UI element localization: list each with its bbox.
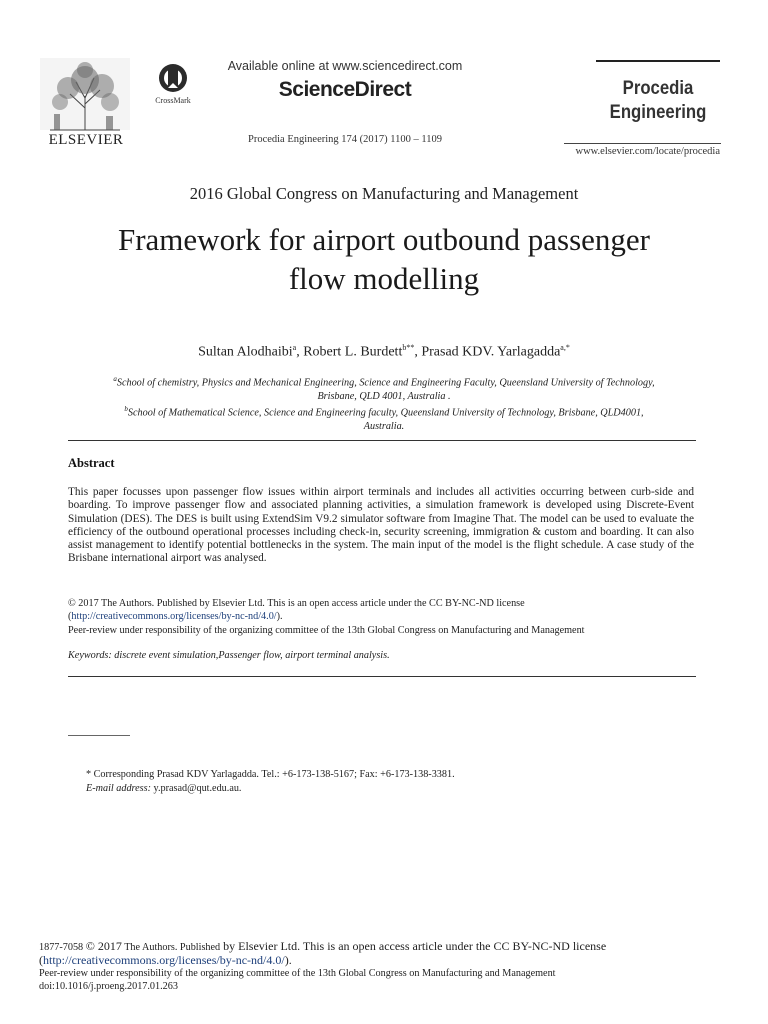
crossmark-icon [150,62,196,96]
abstract-body: This paper focusses upon passenger flow issues within airport terminals and includes all activities occurring between curb-side and boarding. To improve passenger flow and associated planning activities, a simulation framework is developed using Discrete-Event Simulation (DES). The DES is built using ExtendSim V9.2 simulator software from Imagine That. The model can be used to evaluate the efficiency of the outbound operational processes including check-in, security screening, immigration & custom and boarding. It can also assist management to identify potential bottlenecks in the system. The main input of the model is the flight schedule. A case study of the Brisbane international airport was analysed. [68,486,694,565]
journal-logo-name [603,77,712,125]
author-name: Robert L. Burdett [303,344,403,360]
affiliations [70,373,698,434]
affiliation-b-cont: Australia. [363,421,405,433]
journal-url-link[interactable]: www.elsevier.com/locate/procedia [575,146,720,157]
affiliation-a [70,373,698,390]
affiliation-text: School of chemistry, Physics and Mechanical Engineering, Science and Engineering Faculty, Queensland University of Technology, [116,377,655,389]
author-affil-mark: b** [402,343,415,352]
paren-close: ). [284,953,292,967]
peer-review-note: Peer-review under responsibility of the organizing committee of the 13th Global Congress on Manufacturing and Management [68,624,585,636]
license-link-line [68,610,694,623]
footnote-divider [68,735,130,736]
author-affil-mark: a [292,343,297,352]
available-online-text: Available online at www.sciencedirect.com [227,59,463,73]
congress-name: 2016 Global Congress on Manufacturing and Management [189,184,579,203]
license-link[interactable]: http://creativecommons.org/licenses/by-nc-nd/4.0/ [71,611,277,623]
footer-license-link[interactable]: http://creativecommons.org/licenses/by-nc-nd/4.0/ [43,953,285,967]
paren-open: ( [68,611,72,623]
paper-title-line1: Framework for airport outbound passenger [117,222,651,257]
footer-elsevier: by Elsevier Ltd. This is an open access article under the CC BY-NC-ND license [220,939,607,953]
author-list: Sultan Alodhaibi$^a$, Robert L. Burdett$^{b**}$, Prasad KDV. Yarlagadda$^{a,*}$ [198,343,570,360]
journal-logo-box [596,60,720,132]
email-line [86,783,241,794]
license-notice [68,597,694,637]
affiliation-text: School of Mathematical Science, Science and Engineering faculty, Queensland University of Technology, Brisbane, QLD4001, [127,407,644,419]
keywords: Keywords: discrete event simulation,Passenger flow, airport terminal analysis. [68,650,390,661]
footer-doi[interactable]: doi:10.1016/j.proeng.2017.01.263 [39,981,178,992]
journal-citation: Procedia Engineering 174 (2017) 1100 – 1109 [247,134,442,145]
affiliation-mark: a [113,375,117,383]
footer-license-line [39,940,739,954]
license-line: © 2017 The Authors. Published by Elsevier Ltd. This is an open access article under the CC BY-NC-ND license [68,598,525,609]
journal-divider [564,143,721,144]
footer-link-line [39,954,739,967]
affiliation-b [70,403,698,420]
affiliation-mark: b [124,405,128,414]
section-divider-top [68,440,696,441]
section-divider-bottom [68,676,696,677]
footer-authors: The Authors. Published [121,942,221,953]
paper-title-line2: flow modelling [288,261,480,296]
author-affil-mark: a,* [560,343,570,352]
paren-open: ( [39,953,43,967]
crossmark-badge[interactable] [150,62,196,110]
journal-name-line2: Engineering [609,102,707,123]
publication-footer [39,940,739,993]
issn: 1877-7058 [39,942,86,953]
journal-name-line1: Procedia [622,78,694,99]
paper-title [60,220,708,298]
crossmark-label: CrossMark [155,96,191,105]
corresponding-author-note: * Corresponding Prasad KDV Yarlagadda. Tel.: +6-173-138-5167; Fax: +6-173-138-3381. [86,769,455,780]
paren-close: ). [276,611,283,623]
author-name: Prasad KDV. Yarlagadda [421,344,561,360]
footer-copyright: © 2017 [85,939,122,953]
sciencedirect-logo[interactable]: ScienceDirect [278,78,412,101]
email-label: E-mail address: [86,783,151,794]
elsevier-wordmark: ELSEVIER [48,132,124,148]
abstract-heading: Abstract [68,456,115,470]
email-address[interactable]: y.prasad@qut.edu.au. [153,783,242,794]
author-name: Sultan Alodhaibi [198,344,293,360]
footer-peer-review: Peer-review under responsibility of the organizing committee of the 13th Global Congress on Manufacturing and Management [39,968,556,979]
affiliation-a-cont: Brisbane, QLD 4001, Australia . [317,390,451,402]
